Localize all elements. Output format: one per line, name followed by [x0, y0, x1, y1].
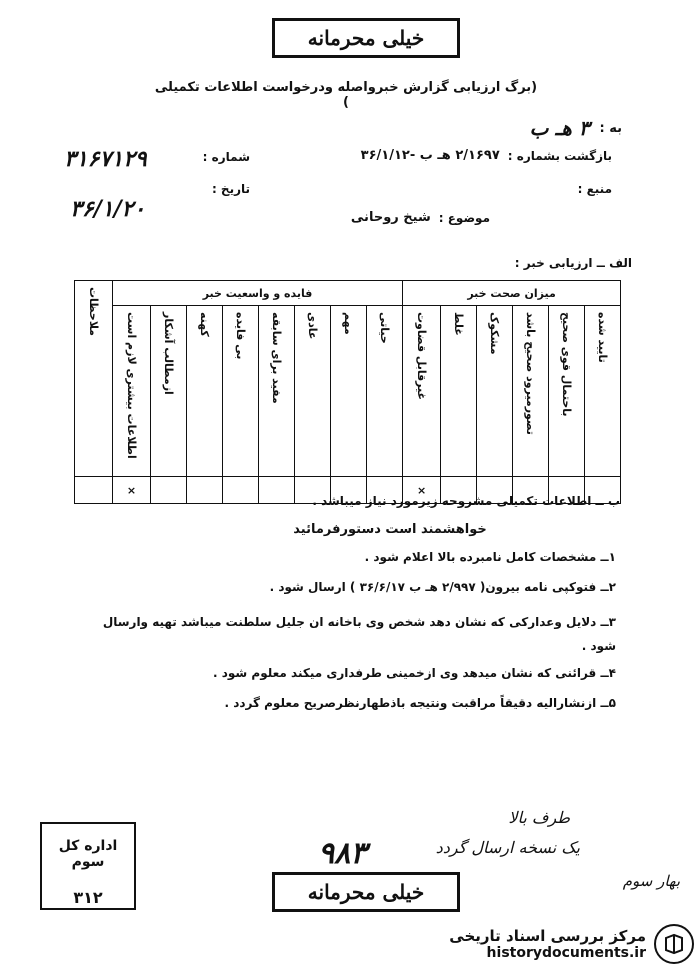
header-confidential-stamp: خیلی محرمانه	[272, 18, 460, 58]
number-label-wrap	[190, 146, 250, 165]
handwritten-number: ۹۸۳	[318, 836, 367, 871]
col-important	[331, 306, 367, 477]
col-ordinary-text: عادی	[306, 312, 320, 340]
number-value: ۳۱۶۷۱۲۹	[64, 146, 147, 172]
col-vital	[367, 306, 403, 477]
col-old	[187, 306, 223, 477]
col-obvious-text: ازمطالب آشکار	[162, 312, 176, 395]
handwritten-note-1: طرف بالا	[508, 808, 570, 827]
col-obvious	[151, 306, 187, 477]
request-item-4: ۴ــ قرائنی که نشان میدهد وی ازخمینی طرفداری میکند معلوم شود .	[213, 666, 616, 680]
col-false	[441, 306, 477, 477]
col-cannot-judge-text: غیرقابل قضاوت	[415, 312, 429, 401]
col-more-info-needed	[113, 306, 151, 477]
watermark	[414, 918, 694, 970]
col-doubtful-text: مشکوک	[488, 312, 502, 355]
return-ref-line	[312, 148, 612, 163]
col-probably-true-text: باحتمال قوی صحیح	[560, 312, 574, 417]
remarks-header-text: ملاحظات	[87, 287, 100, 336]
col-important-text: مهم	[342, 312, 356, 335]
col-false-text: غلط	[452, 312, 466, 336]
footer-confidential-stamp: خیلی محرمانه	[272, 872, 460, 912]
group-value-header: فایده و واسعیت خبر	[113, 281, 403, 306]
col-possibly-true	[513, 306, 549, 477]
subject-value: شیخ روحانی	[350, 210, 431, 225]
date-label: تاریخ :	[211, 182, 250, 196]
number-label: شماره :	[202, 150, 250, 164]
return-ref-value: ۲/۱۶۹۷ هـ ب -۳۶/۱/۱۲	[360, 148, 500, 163]
table-group-header-row	[75, 281, 621, 306]
col-vital-text: حیاتی	[378, 312, 392, 344]
col-probably-true	[549, 306, 585, 477]
to-label: به :	[599, 120, 622, 136]
col-useful-record	[259, 306, 295, 477]
col-useful-record-text: مفید برای سابقه	[270, 312, 284, 404]
subject-label: موضوع :	[438, 210, 490, 225]
request-item-3: ۳ــ دلایل وعدارکی که نشان دهد شخص وی باخانه ان جلیل سلطنت میباشد تهیه وارسال شود .	[102, 615, 616, 653]
to-line	[422, 116, 622, 140]
col-ordinary	[295, 306, 331, 477]
evaluation-table	[74, 280, 621, 504]
source-label: منبع :	[577, 182, 612, 196]
col-possibly-true-text: تصورمیرود صحیح باشد	[524, 312, 538, 435]
to-value: ۳ هـ ب	[529, 116, 590, 140]
request-intro: خواهشمند است دستورفرمائید	[293, 522, 487, 537]
handwritten-side-note: بهار سوم	[622, 872, 680, 890]
mark-cannot-judge: ×	[403, 477, 441, 504]
col-confirmed-text: تایید شده	[596, 312, 610, 363]
source-line	[412, 178, 612, 197]
section-a-heading: الف ــ ارزیابی خبر :	[514, 256, 632, 270]
mark-cell	[75, 477, 113, 504]
handwritten-note-2: یک نسخه ارسال گردد	[435, 838, 580, 857]
office-stamp-line2: ۳۱۲	[73, 888, 103, 907]
request-item-2: ۲ــ فتوکپی نامه بیرون( ۲/۹۹۷ هـ ب ۳۶/۶/۱۷ ) ارسال شود .	[269, 580, 616, 594]
watermark-line2: historydocuments.ir	[486, 945, 646, 961]
col-more-info-needed-text: اطلاعات بیشتری لازم است	[125, 312, 139, 459]
request-items	[96, 550, 616, 726]
request-item-5: ۵ــ ازنشاراليه دقیقاً مراقبت ونتیجه باذطهارنظرصریح معلوم گردد .	[224, 696, 616, 710]
office-stamp-line1: اداره کل سوم	[58, 838, 118, 870]
col-useless-text: بی فایده	[234, 312, 248, 360]
form-title: (برگ ارزیابی گزارش خبرواصله ودرخواست اطلاعات تکمیلی )	[154, 80, 538, 110]
date-label-wrap	[190, 178, 250, 197]
col-confirmed	[585, 306, 621, 477]
mark-more-info-needed: ×	[113, 477, 151, 504]
col-cannot-judge	[403, 306, 441, 477]
col-useless	[223, 306, 259, 477]
col-doubtful	[477, 306, 513, 477]
table-column-header-row	[75, 306, 621, 477]
office-stamp	[40, 822, 136, 910]
return-ref-label: بازگشت بشماره :	[507, 148, 612, 163]
group-accuracy-header: میزان صحت خبر	[403, 281, 621, 306]
watermark-line1: مرکز بررسی اسناد تاریخی	[449, 927, 646, 945]
request-item-1: ۱ــ مشخصات کامل نامبرده بالا اعلام شود .	[364, 550, 616, 564]
subject-line	[290, 210, 490, 225]
date-value: ۳۶/۱/۲۰	[70, 196, 146, 222]
section-b-heading: ب ــ اطلاعات تکمیلی مشروحه زیرمورد نیاز میباشد .	[312, 494, 620, 508]
col-old-text: کهنه	[198, 312, 212, 337]
remarks-header	[75, 281, 113, 477]
archive-logo-icon	[654, 924, 694, 964]
